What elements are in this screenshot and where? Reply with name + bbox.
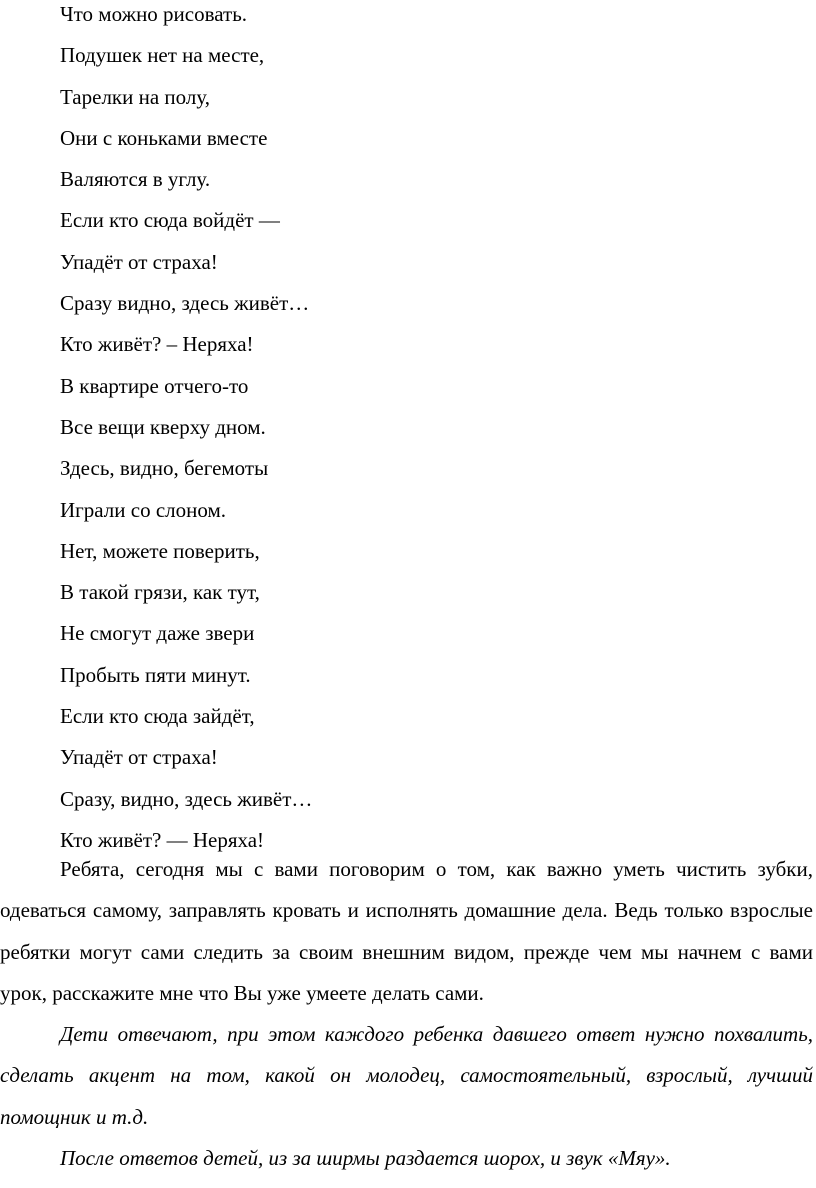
teacher-speech-paragraph: Ребята, сегодня мы с вами поговорим о том, как важно уметь чистить зубки, одеваться самому, заправлять кровать и исполнять домашние дела. Ведь только взрослые ребятки могут сами следить за своим внешним видом, прежде чем мы начнем с вами урок, расскажите мне что Вы уже умеете делать сами. (0, 857, 813, 1005)
poem-line: Тарелки на полу, (60, 84, 211, 109)
instruction-answers-paragraph: Дети отвечают, при этом каждого ребенка давшего ответ нужно похвалить, сделать акцент на том, какой он молодец, самостоятельный, взрослый, лучший помощник и т.д. (0, 1022, 813, 1129)
poem-line: Кто живёт? — Неряха! (60, 827, 265, 852)
poem-line: Не смогут даже звери (60, 621, 255, 646)
poem-line: Что можно рисовать. (60, 2, 248, 26)
poem-line: Упадёт от страха! (60, 249, 218, 274)
poem-line: Сразу видно, здесь живёт… (60, 291, 310, 316)
poem-line: Подушек нет на месте, (60, 43, 265, 68)
poem-line: Здесь, видно, бегемоты (60, 456, 269, 481)
poem-line: Играли со слоном. (60, 497, 227, 522)
poem-line: Пробыть пяти минут. (60, 662, 251, 687)
poem-line: Нет, можете поверить, (60, 538, 260, 563)
poem-line: Упадёт от страха! (60, 745, 218, 770)
poem-line: Валяются в углу. (60, 167, 211, 192)
poem-line: В такой грязи, как тут, (60, 580, 260, 605)
poem-line: Если кто сюда зайдёт, (60, 704, 255, 729)
poem (60, 0, 312, 861)
poem-line: Все вещи кверху дном. (60, 414, 266, 439)
instruction-screen-paragraph: После ответов детей, из за ширмы раздается шорох, и звук «Мяу». (60, 1146, 671, 1170)
poem-line: В квартире отчего-то (60, 373, 249, 398)
poem-line: Если кто сюда войдёт — (60, 208, 280, 233)
poem-line: Они с коньками вместе (60, 125, 268, 150)
poem-line: Сразу, видно, здесь живёт… (60, 786, 313, 811)
poem-line: Кто живёт? – Неряха! (60, 332, 254, 357)
